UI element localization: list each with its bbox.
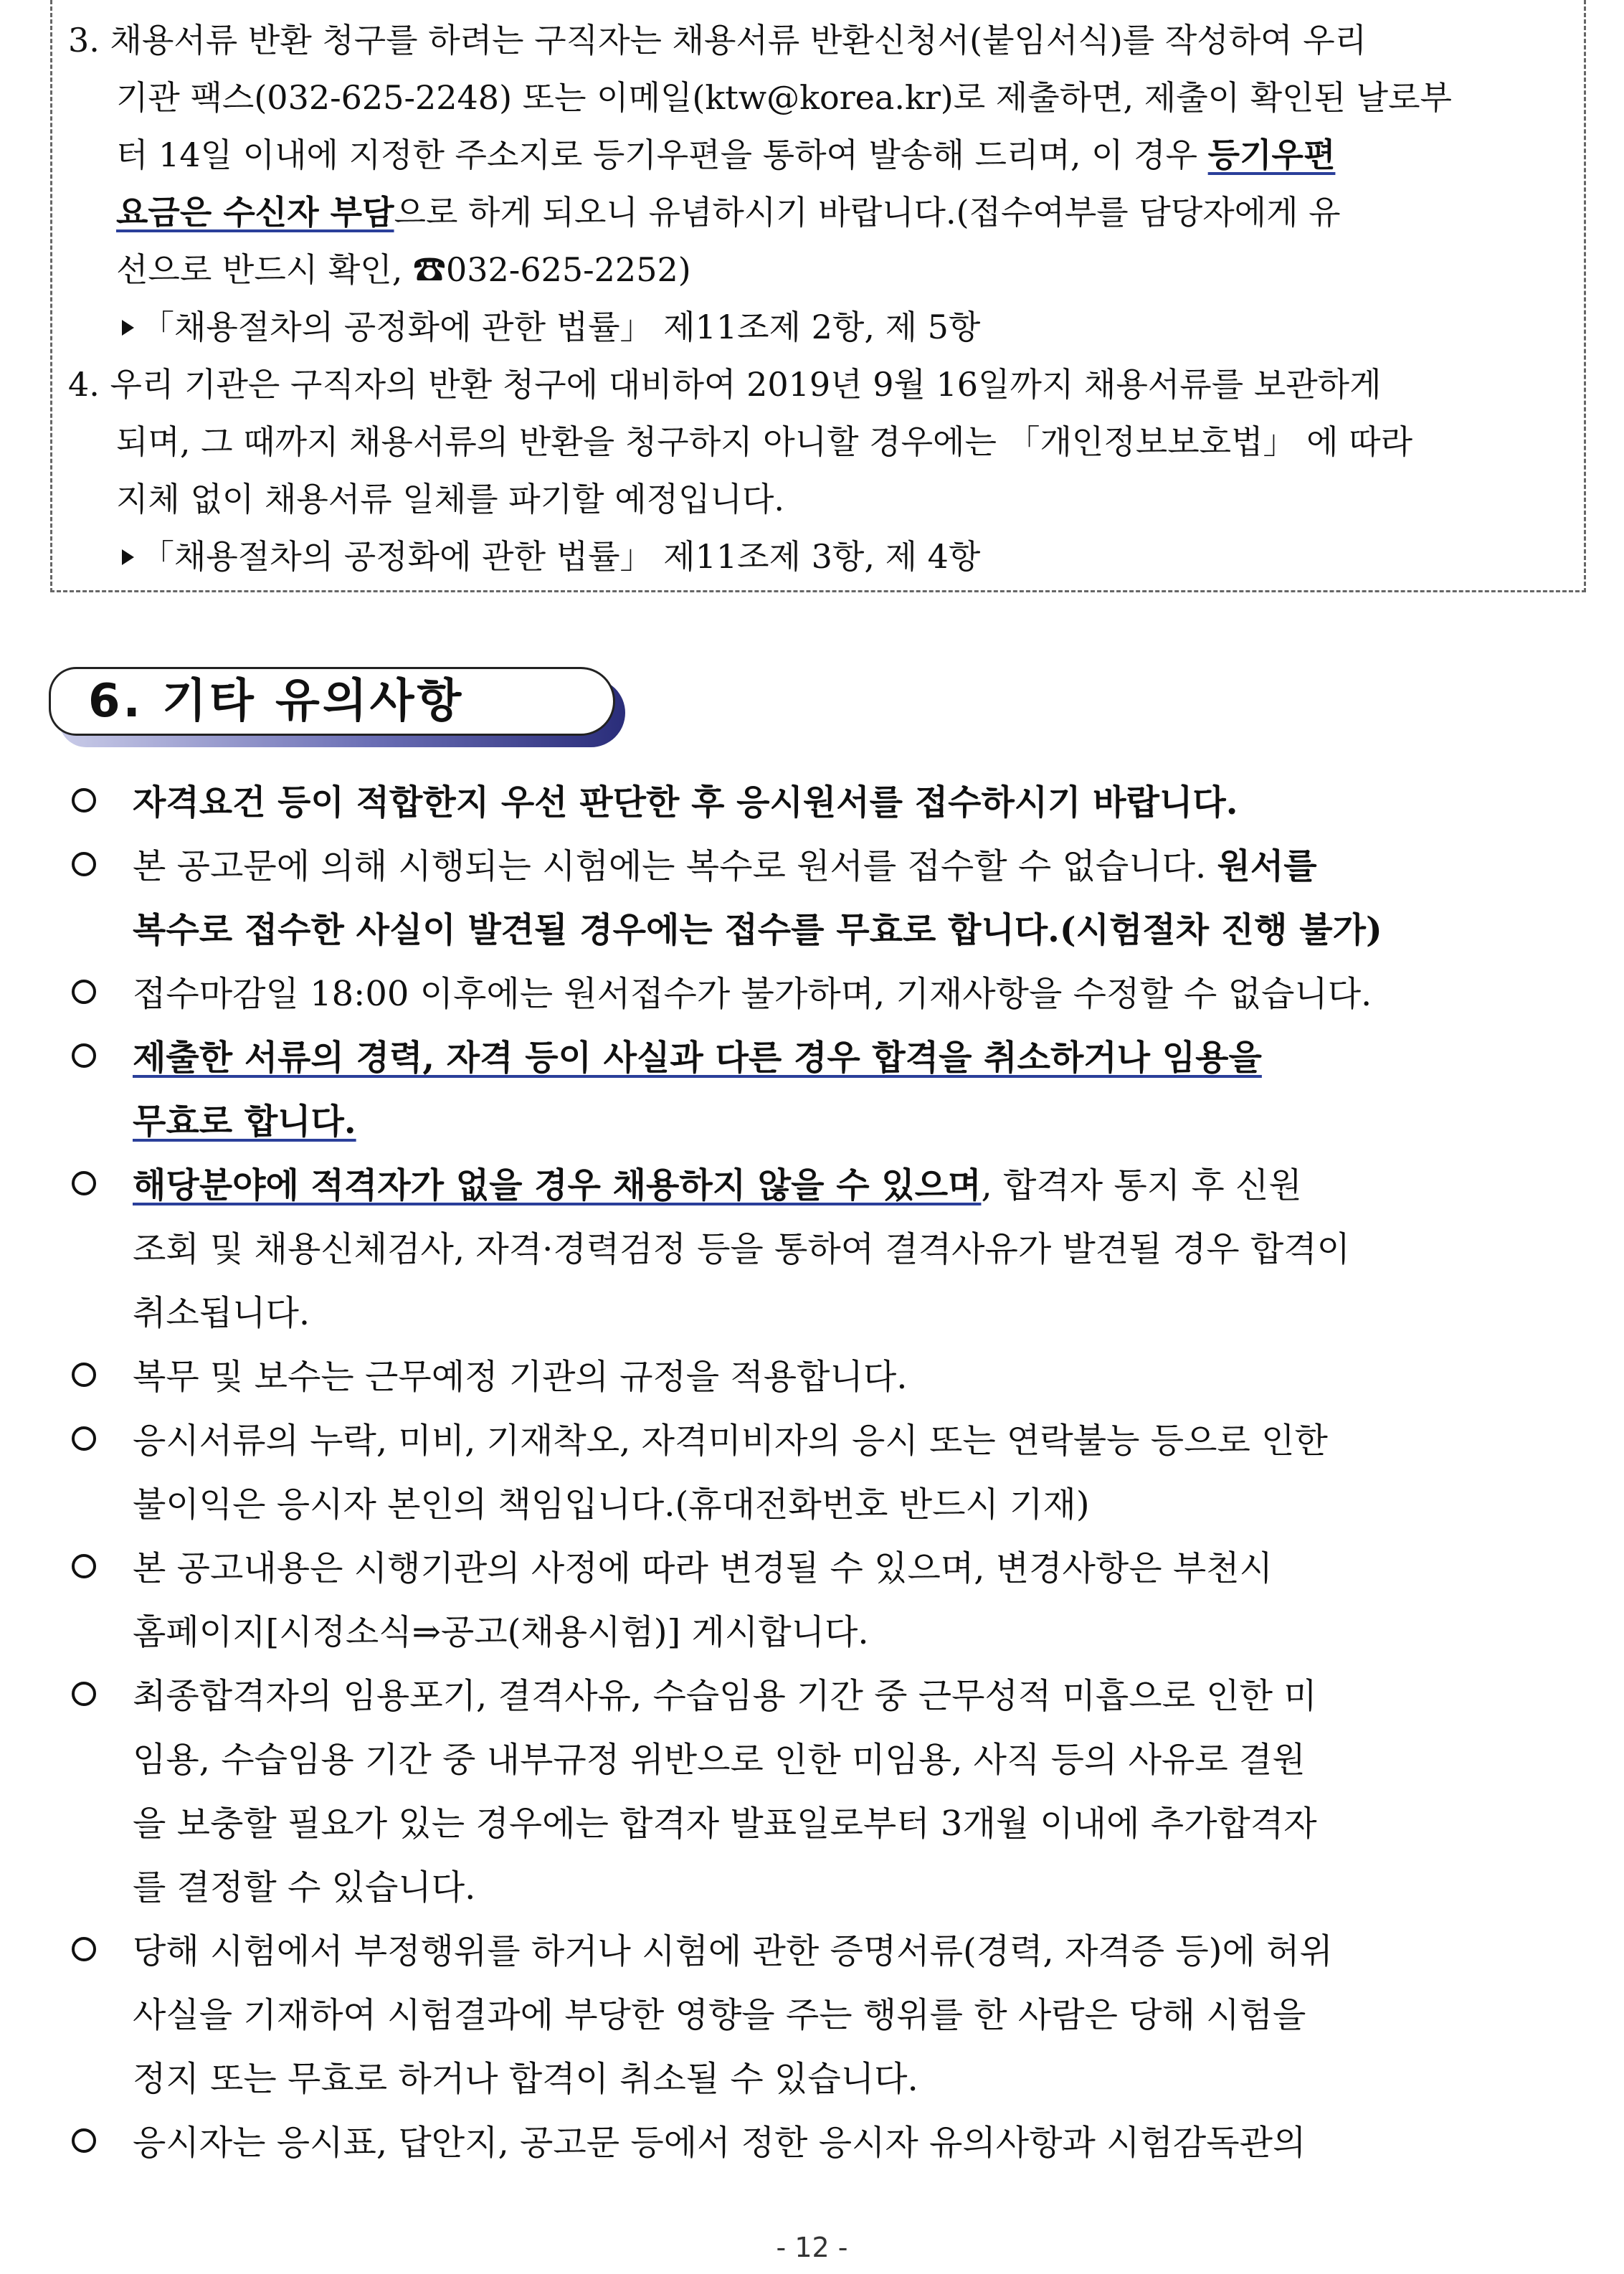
registered-mail-emphasis: 등기우편	[1207, 136, 1336, 174]
circle-bullet-icon	[72, 852, 96, 876]
item-line: 정지 또는 무효로 하거나 합격이 취소될 수 있습니다.	[133, 2059, 918, 2099]
notice-item-3-line-4	[116, 184, 1341, 241]
item-line: 최종합격자의 임용포기, 결격사유, 수습임용 기간 중 근무성적 미흡으로 인한 미	[133, 1676, 1317, 1716]
triangle-bullet-icon	[122, 549, 134, 565]
item-line: 를 결정할 수 있습니다.	[133, 1867, 476, 1908]
item-line	[133, 835, 1317, 899]
circle-bullet-icon	[72, 1426, 96, 1451]
notice-item-3-law-reference	[122, 298, 980, 356]
item-line	[133, 1154, 1302, 1218]
notice-item-3-line-2: 기관 팩스(032-625-2248) 또는 이메일(ktw@korea.kr)로 제출하면, 제출이 확인된 날로부	[116, 78, 1452, 117]
circle-bullet-icon	[72, 1682, 96, 1706]
circle-bullet-icon	[72, 1043, 96, 1068]
section-title: 6. 기타 유의사항	[88, 675, 465, 728]
notice-item-3-line-1: 3. 채용서류 반환 청구를 하려는 구직자는 채용서류 반환신청서(붙임서식)를 작성하여 우리	[68, 21, 1367, 60]
circle-bullet-icon	[72, 788, 96, 813]
item-line: 복무 및 보수는 근무예정 기관의 규정을 적용합니다.	[133, 1357, 908, 1397]
triangle-bullet-icon	[122, 320, 134, 336]
notice-item-4-law-reference	[122, 528, 980, 585]
notice-item-3-line-3	[116, 126, 1335, 184]
notice-item-4-line-2: 되며, 그 때까지 채용서류의 반환을 청구하지 아니할 경우에는 「개인정보보호법」 에 따라	[116, 422, 1413, 461]
circle-bullet-icon	[72, 1363, 96, 1387]
item-line: 자격요건 등이 적합한지 우선 판단한 후 응시원서를 접수하시기 바랍니다.	[133, 782, 1238, 823]
item-line: 무효로 합니다.	[133, 1102, 356, 1142]
item-line-emphasis: 해당분야에 적격자가 없을 경우 채용하지 않을 수 있으며	[133, 1165, 982, 1205]
item-line: 취소됩니다.	[133, 1293, 310, 1333]
recipient-pays-emphasis: 요금은 수신자 부담	[116, 193, 394, 232]
item-line: 제출한 서류의 경력, 자격 등이 사실과 다른 경우 합격을 취소하거나 임용을	[133, 1038, 1262, 1078]
law-reference-text: 「채용절차의 공정화에 관한 법률」 제11조제 3항, 제 4항	[141, 537, 981, 576]
item-line: 응시자는 응시표, 답안지, 공고문 등에서 정한 응시자 유의사항과 시험감독관의	[133, 2123, 1306, 2163]
law-reference-text: 「채용절차의 공정화에 관한 법률」 제11조제 2항, 제 5항	[141, 308, 981, 346]
notice-item-3-line-4-text: 으로 하게 되오니 유념하시기 바랍니다.(접수여부를 담당자에게 유	[394, 193, 1341, 232]
phone-icon: ☎	[412, 250, 446, 289]
notice-item-4-line-1: 4. 우리 기관은 구직자의 반환 청구에 대비하여 2019년 9월 16일까지 채용서류를 보관하게	[68, 365, 1382, 404]
notice-item-3-line-5-text: 선으로 반드시 확인,	[116, 250, 413, 289]
circle-bullet-icon	[72, 1937, 96, 1961]
circle-bullet-icon	[72, 980, 96, 1004]
item-line: 당해 시험에서 부정행위를 하거나 시험에 관한 증명서류(경력, 자격증 등)에 허위	[133, 1931, 1333, 1971]
item-line-text: 본 공고문에 의해 시행되는 시험에는 복수로 원서를 접수할 수 없습니다.	[133, 846, 1217, 886]
item-line: 본 공고내용은 시행기관의 사정에 따라 변경될 수 있으며, 변경사항은 부천시	[133, 1548, 1273, 1588]
item-line: 임용, 수습임용 기간 중 내부규정 위반으로 인한 미임용, 사직 등의 사유로 결원	[133, 1740, 1306, 1780]
item-line: 사실을 기재하여 시험결과에 부당한 영향을 주는 행위를 한 사람은 당해 시험을	[133, 1995, 1306, 2035]
notice-item-3-line-5	[116, 241, 691, 298]
item-line: 홈페이지[시정소식⇒공고(채용시험)] 게시합니다.	[133, 1612, 869, 1652]
item-line: 응시서류의 누락, 미비, 기재착오, 자격미비자의 응시 또는 연락불능 등으로 인한	[133, 1421, 1328, 1461]
section-heading	[49, 667, 630, 749]
notice-item-3-line-3-text: 터 14일 이내에 지정한 주소지로 등기우편을 통하여 발송해 드리며, 이 경우	[116, 136, 1208, 174]
item-line-bold: 원서를	[1217, 846, 1317, 886]
item-line: 복수로 접수한 사실이 발견될 경우에는 접수를 무효로 합니다.(시험절차 진행 불가)	[133, 910, 1382, 950]
page-number: - 12 -	[776, 2232, 848, 2263]
circle-bullet-icon	[72, 1171, 96, 1195]
circle-bullet-icon	[72, 2128, 96, 2153]
item-line: 조회 및 채용신체검사, 자격·경력검정 등을 통하여 결격사유가 발견될 경우 합격이	[133, 1229, 1350, 1269]
item-line: 불이익은 응시자 본인의 책임입니다.(휴대전화번호 반드시 기재)	[133, 1484, 1090, 1525]
item-line-text: , 합격자 통지 후 신원	[981, 1165, 1302, 1205]
item-line: 접수마감일 18:00 이후에는 원서접수가 불가하며, 기재사항을 수정할 수 없습니다.	[133, 974, 1372, 1014]
circle-bullet-icon	[72, 1554, 96, 1578]
contact-phone-number: 032-625-2252)	[445, 250, 691, 289]
notice-item-4-line-3: 지체 없이 채용서류 일체를 파기할 예정입니다.	[116, 480, 785, 518]
item-line: 을 보충할 필요가 있는 경우에는 합격자 발표일로부터 3개월 이내에 추가합격자	[133, 1804, 1317, 1844]
